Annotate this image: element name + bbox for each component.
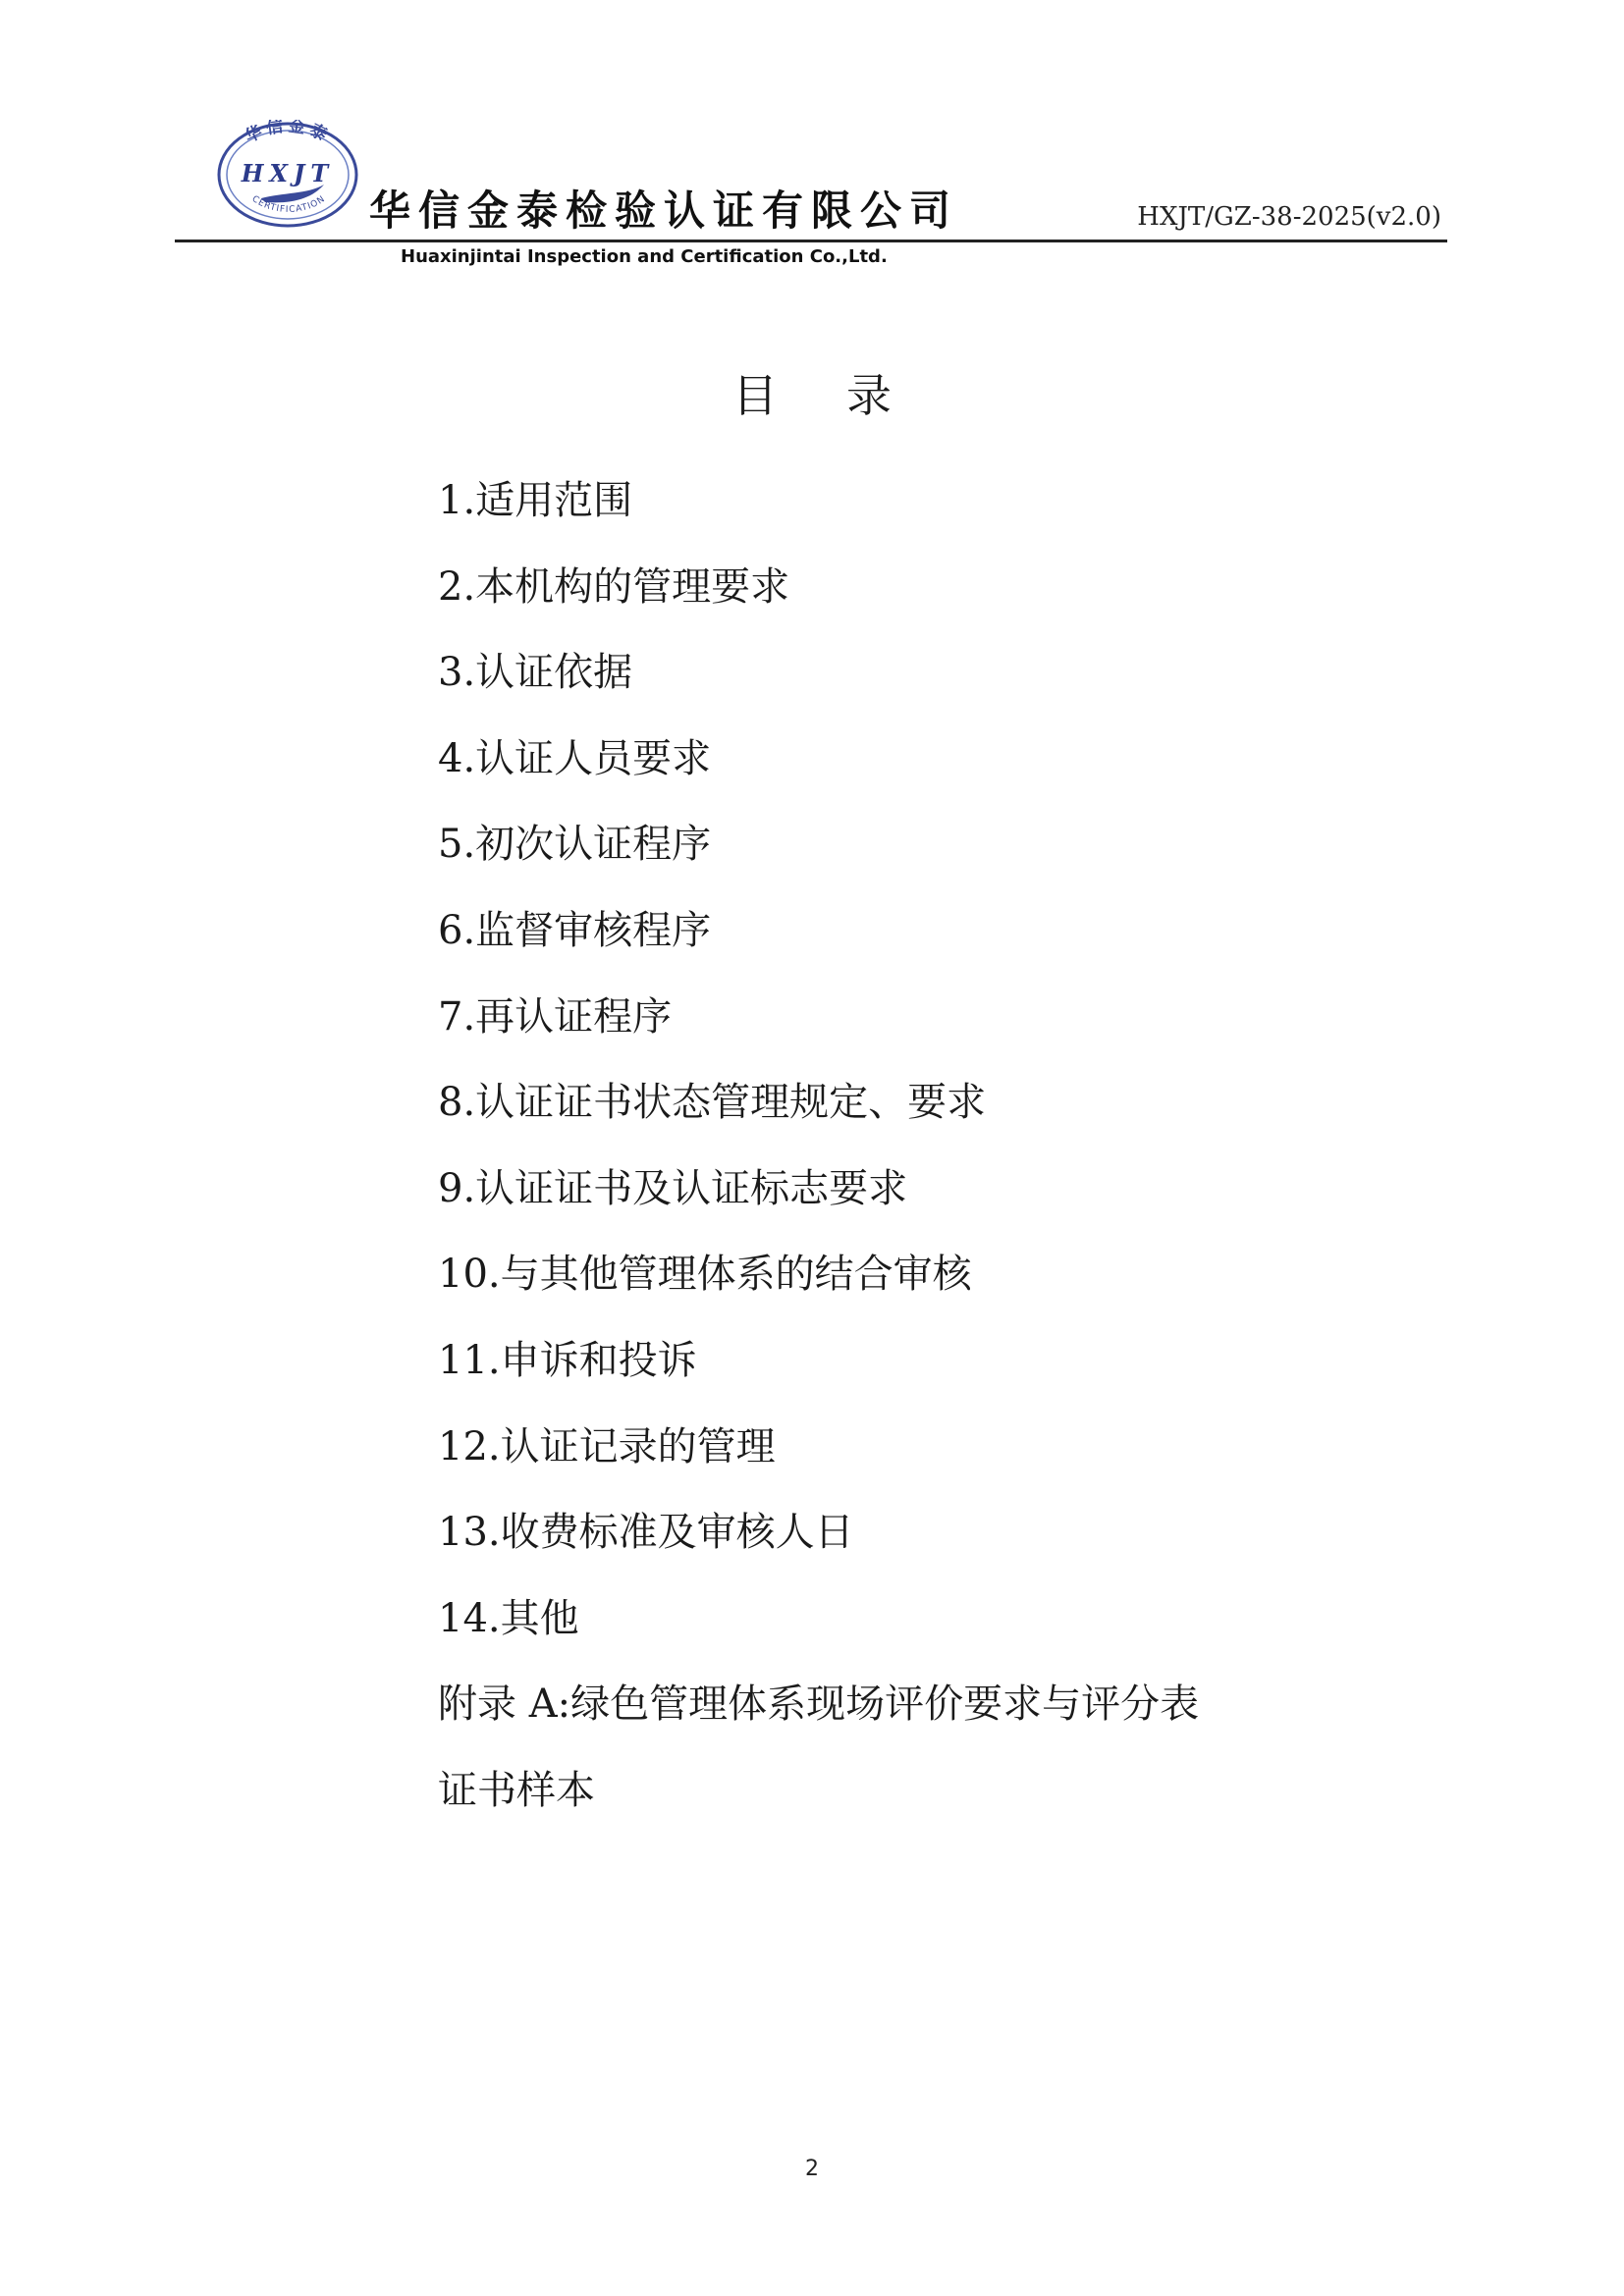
toc-item[interactable]: 5.初次认证程序 [438,822,712,868]
toc-item[interactable]: 9.认证证书及认证标志要求 [438,1165,908,1211]
hxjt-certification-seal-icon [214,120,361,230]
toc-item[interactable]: 1.适用范围 [438,478,633,523]
toc-item[interactable]: 13.收费标准及审核人日 [438,1510,854,1556]
toc-item[interactable]: 2.本机构的管理要求 [438,563,790,610]
company-name-en: Huaxinjintai Inspection and Certification Co.,Ltd. [401,246,888,267]
toc-list [438,458,1199,1835]
company-name-cn: 华信金泰检验认证有限公司 [369,187,959,235]
page-number: 2 [805,2157,819,2181]
company-logo [214,120,361,230]
toc-item[interactable]: 附录 A:绿色管理体系现场评价要求与评分表 [438,1682,1200,1728]
toc-title: 目录 [732,369,960,422]
header-divider [175,240,1447,242]
document-code: HXJT/GZ-38-2025(v2.0) [1137,202,1441,232]
page-header [0,0,1624,285]
toc-item[interactable]: 7.再认证程序 [438,993,673,1040]
toc-item[interactable]: 4.认证人员要求 [438,735,712,781]
toc-item[interactable]: 11.申诉和投诉 [438,1337,697,1383]
toc-item[interactable]: 14.其他 [438,1595,579,1641]
seal-text-bottom: CERTIFICATION [249,193,328,215]
toc-item[interactable]: 6.监督审核程序 [438,907,712,953]
toc-item[interactable]: 证书样本 [438,1767,595,1813]
toc-item[interactable]: 10.与其他管理体系的结合审核 [438,1252,972,1298]
seal-text-top: 华信金泰 [242,120,334,147]
toc-item[interactable]: 8.认证证书状态管理规定、要求 [438,1080,987,1126]
toc-item[interactable]: 12.认证记录的管理 [438,1423,776,1469]
toc-item[interactable]: 3.认证依据 [438,650,633,696]
seal-text-middle: HXJT [241,159,335,187]
